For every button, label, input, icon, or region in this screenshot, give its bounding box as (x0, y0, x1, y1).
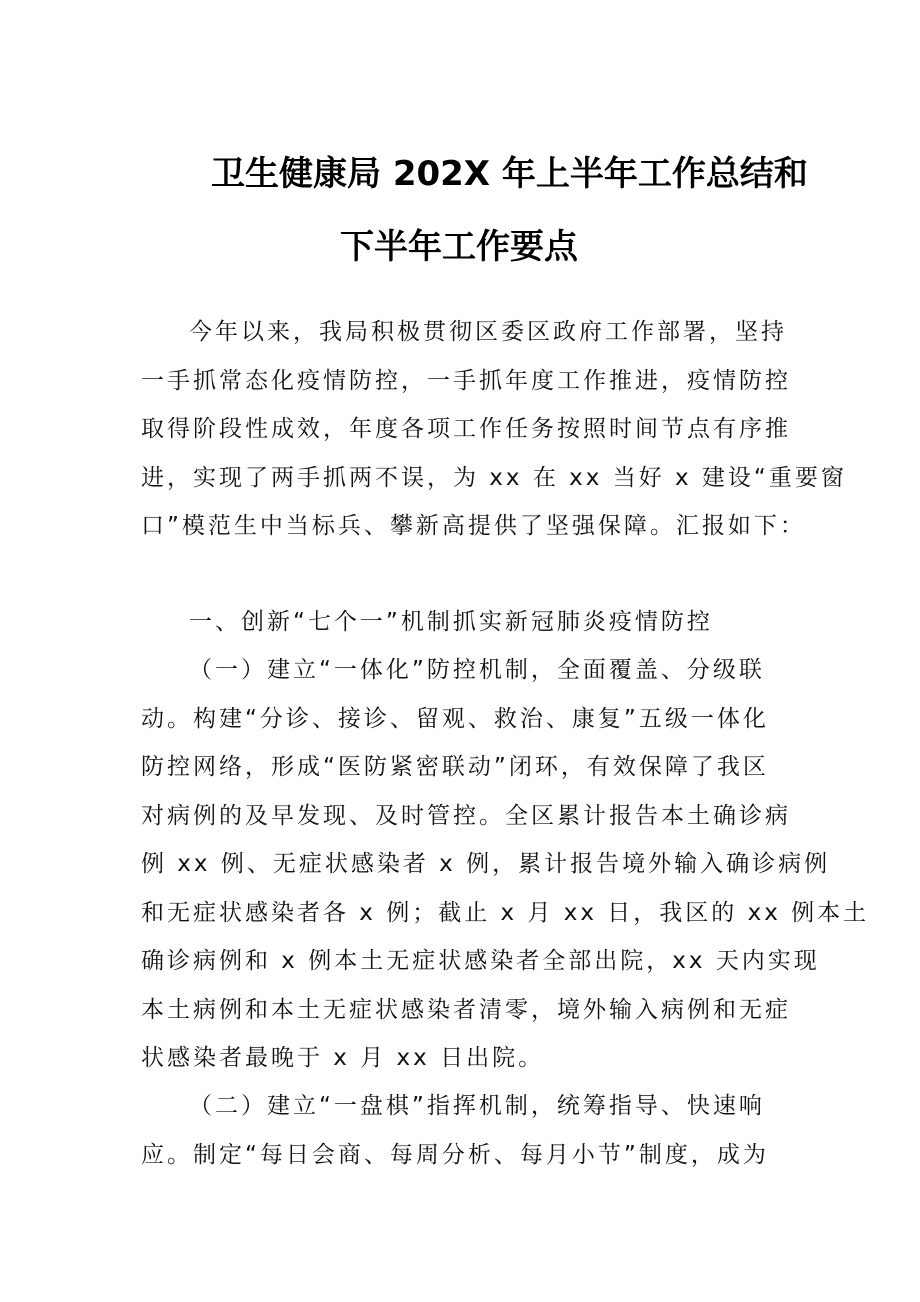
subsection-2-paragraph (141, 1082, 781, 1179)
paragraph-line: 动。构建“分诊、接诊、留观、救治、康复”五级一体化 (141, 705, 769, 732)
section-heading (141, 598, 781, 647)
paragraph-line: （一）建立“一体化”防控机制，全面覆盖、分级联 (189, 657, 765, 683)
intro-paragraph (141, 308, 847, 551)
paragraph-line: 对病例的及早发现、及时管控。全区累计报告本土确诊病 (141, 802, 791, 829)
paragraph-line: 取得阶段性成效，年度各项工作任务按照时间节点有序推 (141, 416, 791, 442)
paragraph-line: 口”模范生中当标兵、攀新高提供了坚强保障。汇报如下： (141, 513, 806, 539)
paragraph-line: 一手抓常态化疫情防控，一手抓年度工作推进，疫情防控 (141, 367, 791, 394)
paragraph-line: 防控网络，形成“医防紧密联动”闭环，有效保障了我区 (141, 754, 769, 780)
paragraph-line: （二）建立“一盘棋”指挥机制，统筹指导、快速响 (189, 1093, 765, 1119)
section-heading-text: 一、创新“七个一”机制抓实新冠肺炎疫情防控 (189, 609, 713, 635)
paragraph-line: 应。制定“每日会商、每周分析、每月小节”制度，成为 (141, 1141, 769, 1168)
subsection-1-paragraph (141, 646, 870, 1083)
paragraph-line: 本土病例和本土无症状感染者清零，境外输入病例和无症 (141, 996, 791, 1023)
paragraph-line: 状感染者最晚于 x 月 xx 日出院。 (141, 1045, 545, 1071)
paragraph-line: 例 xx 例、无症状感染者 x 例，累计报告境外输入确诊病例 (141, 851, 831, 877)
paragraph-line: 和无症状感染者各 x 例；截止 x 月 xx 日，我区的 xx 例本土 (141, 899, 870, 926)
document-title-line-2: 下半年工作要点 (340, 227, 578, 267)
paragraph-line: 进，实现了两手抓两不误，为 xx 在 xx 当好 x 建设“重要窗 (141, 464, 847, 491)
paragraph-line: 今年以来，我局积极贯彻区委区政府工作部署，坚持 (189, 319, 787, 345)
paragraph-line: 确诊病例和 x 例本土无症状感染者全部出院，xx 天内实现 (141, 948, 820, 974)
document-title-line-1: 卫生健康局 202X 年上半年工作总结和 (211, 154, 808, 194)
